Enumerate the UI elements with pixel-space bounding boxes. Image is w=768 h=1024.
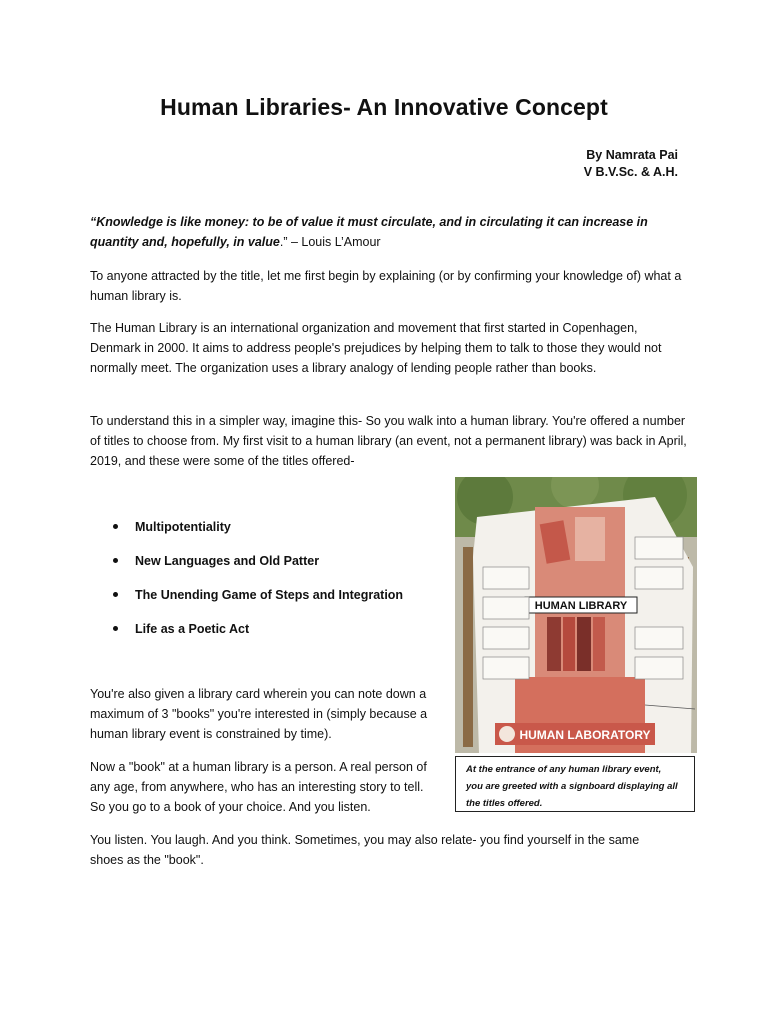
list-item (113, 551, 403, 585)
sign-footer: HUMAN LABORATORY (519, 728, 651, 742)
paragraph-imagine: To understand this in a simpler way, imagine this- So you walk into a human library. You're offered a number of titles to choose from. My first visit to a human library (an event, not a permanent library) was back in April, 2019, and these were some of the titles offered- (90, 414, 687, 468)
paragraph-definition: The Human Library is an international organization and movement that first started in Copenhagen, Denmark in 2000. It aims to address people's prejudices by helping them to talk to those they would not normally meet. The organization uses a library analogy of lending people rather than books. (90, 321, 662, 375)
caption-line-1: At the entrance of any human library event, (466, 764, 662, 775)
opening-quote (90, 212, 690, 252)
signboard-photo (455, 477, 697, 753)
byline (584, 147, 678, 181)
list-item (113, 619, 403, 653)
title-item-label: The Unending Game of Steps and Integration (135, 588, 404, 602)
paragraph-listen: You listen. You laugh. And you think. Sometimes, you may also relate- you find yourself in the same shoes as the "book". (90, 833, 640, 867)
bullet-icon (113, 558, 118, 563)
bullet-icon (113, 626, 118, 631)
signboard-illustration (455, 477, 697, 753)
title-item-label: Life as a Poetic Act (135, 622, 250, 636)
title-item-label: Multipotentiality (135, 520, 231, 534)
document-title: Human Libraries- An Innovative Concept (160, 94, 608, 120)
bullet-icon (113, 592, 118, 597)
author-degree: V B.V.Sc. & A.H. (583, 165, 678, 179)
paragraph-library-card: You're also given a library card wherein you can note down a maximum of 3 "books" you're interested in (simply because a human library event is constrained by time). (90, 687, 428, 741)
caption-line-2: you are greeted with a signboard displaying all (466, 781, 678, 792)
sign-heading: HUMAN LIBRARY (534, 600, 628, 612)
quote-attribution: .” – Louis L’Amour (279, 235, 381, 249)
quote-text: “Knowledge is like money: to be of value it must circulate, and in circulating it can increase in quantity and, hopefully, in value (90, 215, 648, 249)
paragraph-intro: To anyone attracted by the title, let me first begin by explaining (or by confirming your knowledge of) what a human library is. (90, 269, 682, 303)
caption-line-3: the titles offered. (466, 798, 543, 809)
author-name: By Namrata Pai (586, 148, 678, 162)
photo-caption (455, 756, 695, 812)
list-item (113, 517, 403, 551)
titles-list (113, 517, 403, 653)
bullet-icon (113, 524, 118, 529)
title-item-label: New Languages and Old Patter (135, 554, 320, 568)
paragraph-book-person: Now a "book" at a human library is a person. A real person of any age, from anywhere, who has an interesting story to tell. So you go to a book of your choice. And you listen. (90, 760, 427, 814)
list-item (113, 585, 403, 619)
